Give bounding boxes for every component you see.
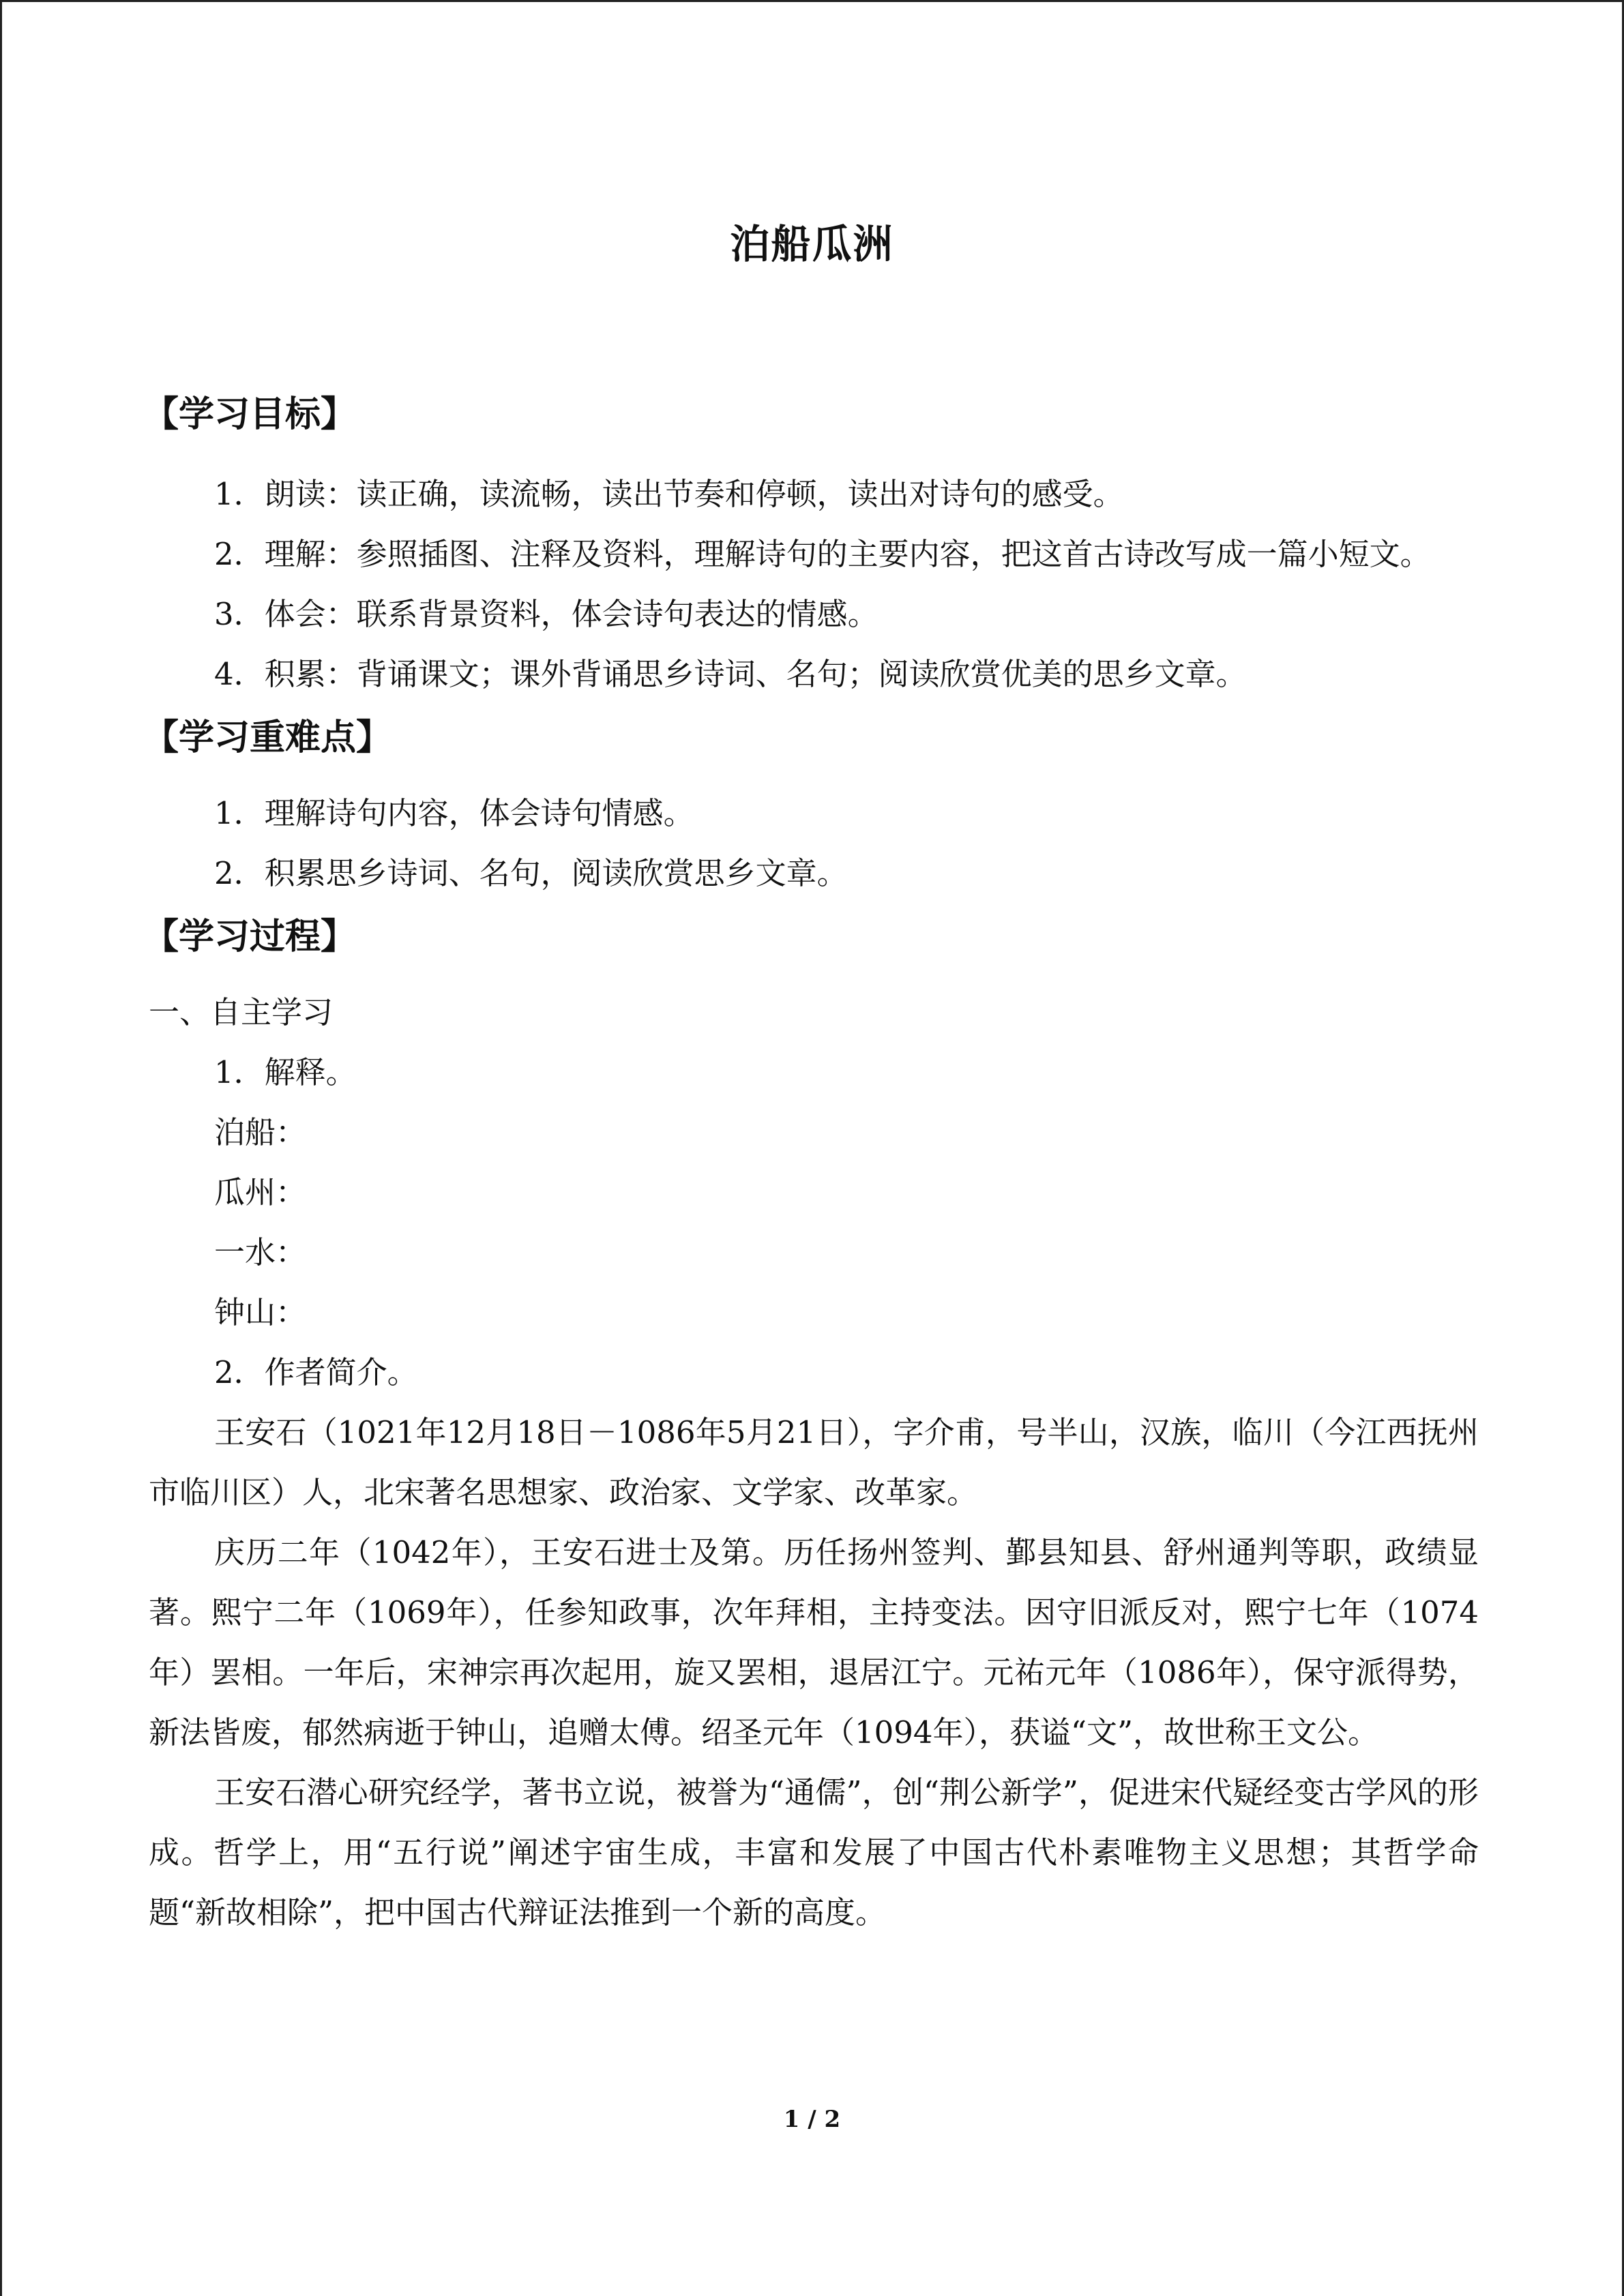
vocab-item: 一水： [214,1234,307,1270]
key-point-paragraph: 1．理解诗句内容，体会诗句情感。 [214,795,694,831]
vocab-item: 瓜州： [214,1174,307,1210]
section-heading-objectives: 【学习目标】 [143,394,357,435]
vocab-item: 泊船： [214,1114,307,1150]
objective-paragraph: 3．体会：联系背景资料，体会诗句表达的情感。 [214,596,879,632]
objective-paragraph: 2．理解：参照插图、注释及资料，理解诗句的主要内容，把这首古诗改写成一篇小短文。 [214,536,1431,572]
author-bio-paragraph: 王安石（1021年12月18日－1086年5月21日），字介甫，号半山，汉族，临川（今江西抚州市临川区）人，北宋著名思想家、政治家、文学家、改革家。 [149,1414,1479,1510]
author-bio-paragraph: 王安石潜心研究经学，著书立说，被誉为“通儒”，创“荆公新学”，促进宋代疑经变古学风的形成。哲学上，用“五行说”阐述宇宙生成，丰富和发展了中国古代朴素唯物主义思想；其哲学命题“新故相除”，把中国古代辩证法推到一个新的高度。 [149,1774,1479,1930]
process-subheading: 一、自主学习 [149,994,334,1030]
section-heading-key-points: 【学习重难点】 [143,717,392,758]
section-heading-process: 【学习过程】 [143,916,357,957]
document-body [143,384,1479,1943]
process-paragraph: 2．作者简介。 [214,1354,418,1390]
objective-paragraph: 1．朗读：读正确，读流畅，读出节奏和停顿，读出对诗句的感受。 [214,476,1124,512]
process-paragraph: 1．解释。 [214,1054,357,1090]
key-point-paragraph: 2．积累思乡诗词、名句，阅读欣赏思乡文章。 [214,855,848,891]
author-bio-paragraph: 庆历二年（1042年），王安石进士及第。历任扬州签判、鄞县知县、舒州通判等职，政绩显著。熙宁二年（1069年），任参知政事，次年拜相，主持变法。因守旧派反对，熙宁七年（1074年）罢相。一年后，宋神宗再次起用，旋又罢相，退居江宁。元祐元年（1086年），保守派得势，新法皆废，郁然病逝于钟山，追赠太傅。绍圣元年（1094年），获谥“文”，故世称王文公。 [149,1534,1479,1750]
objective-paragraph: 4．积累：背诵课文；课外背诵思乡诗词、名句；阅读欣赏优美的思乡文章。 [214,656,1247,692]
page-number: 1 / 2 [783,2106,841,2133]
document-title: 泊船瓜洲 [730,221,894,267]
vocab-item: 钟山： [214,1294,307,1330]
